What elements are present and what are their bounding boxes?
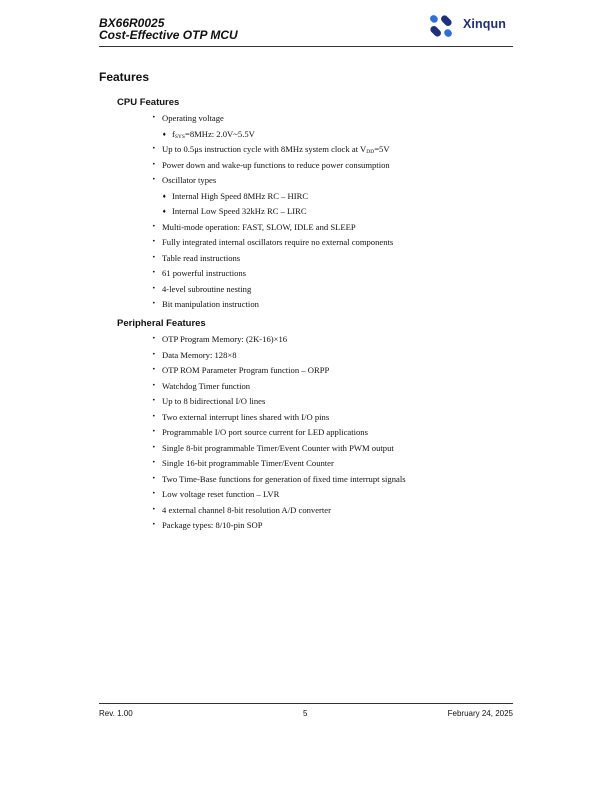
list-item: • Table read instructions bbox=[151, 253, 511, 263]
voltage-subscript: SYS bbox=[174, 133, 185, 140]
list-item: • Power down and wake-up functions to reduce power consumption bbox=[151, 160, 511, 170]
list-item: • OTP Program Memory: (2K-16)×16 bbox=[151, 334, 511, 344]
instruction-cycle-rest: =5V bbox=[374, 144, 390, 154]
page-header bbox=[99, 15, 513, 47]
logo-mark-icon bbox=[421, 12, 461, 40]
list-item: • Watchdog Timer function bbox=[151, 381, 511, 391]
list-item: • Package types: 8/10-pin SOP bbox=[151, 520, 511, 530]
xinqun-logo bbox=[421, 12, 513, 40]
peripheral-features-title: Peripheral Features bbox=[117, 318, 206, 329]
list-subitem bbox=[151, 129, 511, 139]
list-item: • Up to 8 bidirectional I/O lines bbox=[151, 396, 511, 406]
list-item: • Two Time-Base functions for generation of fixed time interrupt signals bbox=[151, 474, 511, 484]
logo-text: Xinqun bbox=[463, 17, 506, 31]
list-item: • Bit manipulation instruction bbox=[151, 299, 511, 309]
footer-divider bbox=[99, 703, 513, 704]
list-item: • Multi-mode operation: FAST, SLOW, IDLE and SLEEP bbox=[151, 222, 511, 232]
list-item: • Operating voltage bbox=[151, 113, 511, 123]
list-subitem: ♦ Internal High Speed 8MHz RC – HIRC bbox=[151, 191, 511, 201]
cpu-features-list bbox=[151, 113, 511, 315]
section-title: Features bbox=[99, 70, 150, 84]
list-item: • 4-level subroutine nesting bbox=[151, 284, 511, 294]
peripheral-features-list bbox=[151, 334, 511, 536]
list-item bbox=[151, 144, 511, 154]
vdd-subscript: DD bbox=[366, 149, 375, 155]
footer-revision: Rev. 1.00 bbox=[99, 709, 133, 718]
list-subitem: ♦ Internal Low Speed 32kHz RC – LIRC bbox=[151, 206, 511, 216]
doc-title: BX66R0025 bbox=[99, 16, 165, 30]
list-item: • Two external interrupt lines shared with I/O pins bbox=[151, 412, 511, 422]
list-item: • Fully integrated internal oscillators require no external components bbox=[151, 237, 511, 247]
list-item: • 4 external channel 8-bit resolution A/D converter bbox=[151, 505, 511, 515]
voltage-range: =8MHz: 2.0V~5.5V bbox=[184, 128, 255, 139]
list-item: • Data Memory: 128×8 bbox=[151, 350, 511, 360]
list-item: • Single 8-bit programmable Timer/Event Counter with PWM output bbox=[151, 443, 511, 453]
list-item: • OTP ROM Parameter Program function – ORPP bbox=[151, 365, 511, 375]
doc-subtitle: Cost-Effective OTP MCU bbox=[99, 28, 238, 42]
instruction-cycle-text: Up to 0.5μs instruction cycle with 8MHz system clock at V bbox=[162, 144, 367, 154]
list-item: • Oscillator types bbox=[151, 175, 511, 185]
voltage-symbol: f bbox=[172, 128, 175, 139]
list-item: • Single 16-bit programmable Timer/Event Counter bbox=[151, 458, 511, 468]
footer-page-number: 5 bbox=[303, 709, 308, 718]
list-item: • Low voltage reset function – LVR bbox=[151, 489, 511, 499]
cpu-features-title: CPU Features bbox=[117, 97, 180, 108]
list-item: • 61 powerful instructions bbox=[151, 268, 511, 278]
list-item: • Programmable I/O port source current for LED applications bbox=[151, 427, 511, 437]
footer-date: February 24, 2025 bbox=[447, 709, 513, 718]
